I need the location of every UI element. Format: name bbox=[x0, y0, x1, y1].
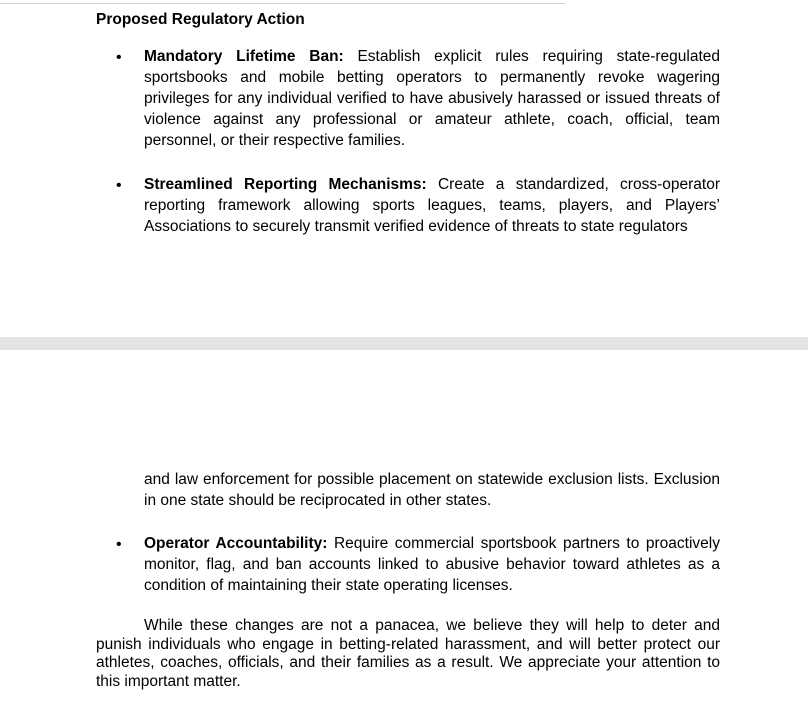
document-page-bottom bbox=[0, 350, 808, 705]
list-item-reporting bbox=[144, 174, 720, 237]
bullet-icon: • bbox=[116, 177, 122, 194]
section-heading: Proposed Regulatory Action bbox=[96, 11, 305, 28]
list-item-lifetime-ban bbox=[144, 46, 720, 151]
bullet-icon: • bbox=[116, 49, 122, 66]
list-item-reporting-continued: and law enforcement for possible placement on statewide exclusion lists. Exclusion in one state should be reciprocated in other states. bbox=[144, 471, 720, 509]
list-item-title: Streamlined Reporting Mechanisms: bbox=[144, 176, 427, 193]
document-page-top bbox=[0, 0, 808, 337]
bullet-icon: • bbox=[116, 536, 122, 553]
page-break-gap bbox=[0, 337, 808, 350]
list-item-text: Create a standardized, cross-operator reporting framework allowing sports leagues, teams, players, and Players’ Associations to securely transmit verified evidence of threats to state regulators bbox=[144, 176, 720, 235]
list-item-text: Establish explicit rules requiring state-regulated sportsbooks and mobile betting operators to permanently revoke wagering privileges for any individual verified to have abusively harassed or issued threats of violence against any professional or amateur athlete, coach, official, team personnel, or their respective families. bbox=[144, 48, 720, 149]
page-top-rule bbox=[0, 3, 565, 4]
list-item-operator-accountability bbox=[144, 533, 720, 596]
closing-paragraph: While these changes are not a panacea, we believe they will help to deter and punish individuals who engage in betting-related harassment, and will better protect our athletes, coaches, officials, and their families as a result. We appreciate your attention to this important matter. bbox=[96, 617, 720, 690]
list-item-title: Mandatory Lifetime Ban: bbox=[144, 48, 344, 65]
list-item-text: Require commercial sportsbook partners to proactively monitor, flag, and ban accounts linked to abusive behavior toward athletes as a condition of maintaining their state operating licenses. bbox=[144, 535, 720, 594]
list-item-title: Operator Accountability: bbox=[144, 535, 328, 552]
